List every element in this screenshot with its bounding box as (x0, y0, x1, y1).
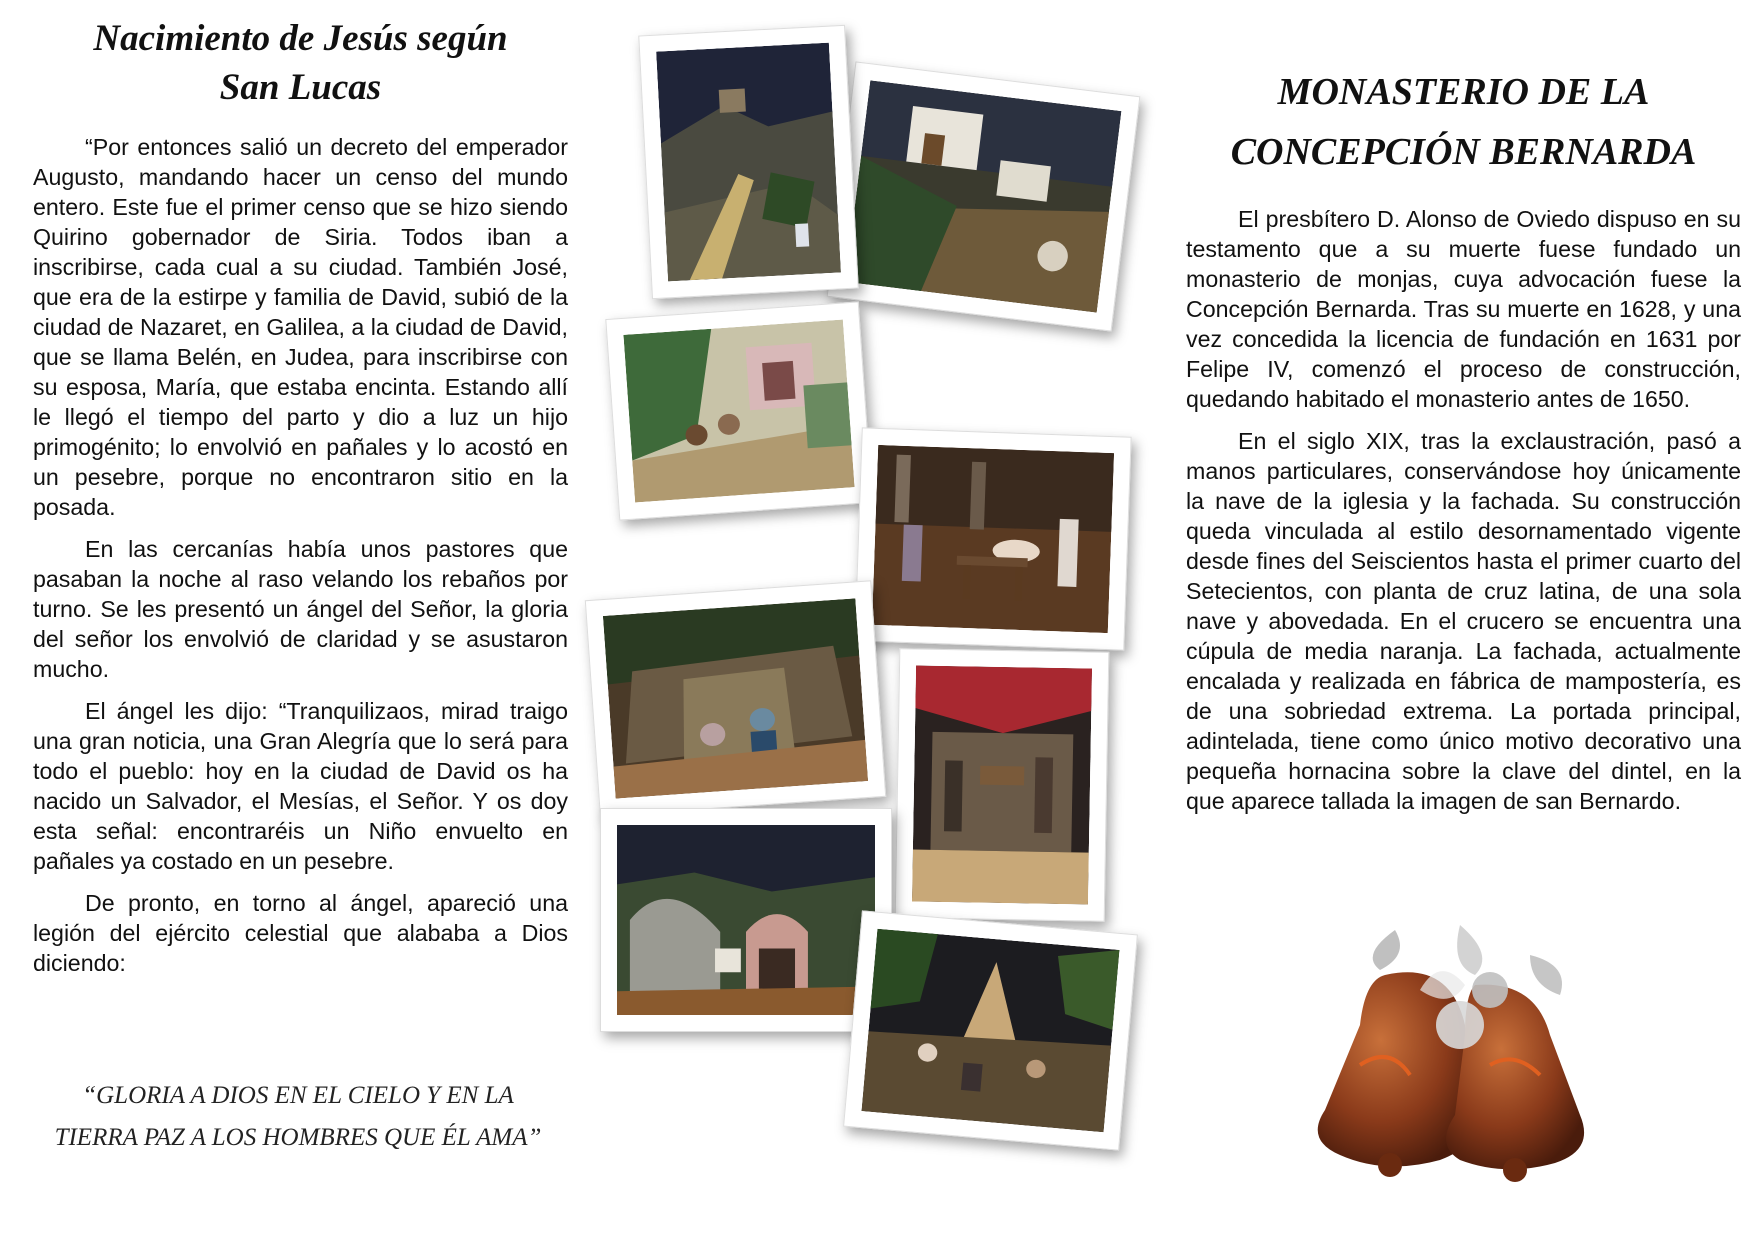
gloria-quote (14, 1075, 582, 1159)
nativity-photo-3 (605, 301, 872, 520)
right-paragraph-1: El presbítero D. Alonso de Oviedo dispuso en su testamento que a su muerte fuese fundado un monasterio de monjas, cuya advocación fuese la Concepción Bernarda. Tras su muerte en 1628, y una vez concedida la licencia de fundación en 1631 por Felipe IV, comenzó el proceso de construcción, quedando habitado el monasterio antes de 1650. (1186, 206, 1741, 412)
left-paragraph-3: El ángel les dijo: “Tranquilizaos, mirad traigo una gran noticia, una Gran Alegría que lo será para todo el pueblo: hoy en la ciudad de David os ha nacido un Salvador, el Mesías, el Señor. Y os doy esta señal: encontraréis un Niño envuelto en pañales ya costado en un pesebre. (33, 698, 568, 874)
right-paragraph-2: En el siglo XIX, tras la exclaustración, pasó a manos particulares, conservándose hoy únicamente la nave de la iglesia y la fachada. Su construcción queda vinculada al estilo desornamentado vigente desde fines del Seiscientos hasta el primer cuarto del Setecientos, con planta de cruz latina, de una sola nave y abovedada. En el crucero se encuentra una cúpula de media naranja. La fachada, actualmente encalada y realizada en fábrica de mampostería, es de una sobriedad extrema. La portada principal, adintelada, tiene como único motivo decorativo una pequeña hornacina sobre la clave del dintel, en la que aparece tallada la imagen de san Bernardo. (1186, 428, 1741, 814)
right-title (1186, 62, 1741, 182)
left-title-line1: Nacimiento de Jesús según (93, 18, 508, 59)
left-paragraph-4: De pronto, en torno al ángel, apareció una legión del ejército celestial que alababa a Dios diciendo: (33, 890, 568, 976)
nativity-photo-1 (638, 25, 859, 299)
nativity-photo-7 (600, 808, 892, 1032)
nativity-photo-2 (827, 61, 1141, 331)
nativity-photo-4 (854, 427, 1131, 650)
left-paragraph-1: “Por entonces salió un decreto del emperador Augusto, mandando hacer un censo del mundo entero. Este fue el primer censo que se hizo siendo Quirino gobernador de Siria. Todos iban a inscribirse, cada cual a su ciudad. También José, que era de la estirpe y familia de David, subió de la ciudad de Nazaret, en Galilea, a la ciudad de David, que se llama Belén, en Judea, para inscribirse con su esposa, María, que estaba encinta. Estando allí le llegó el tiempo del parto y dio a luz un hijo primogénito; lo envolvió en pañales y lo acostó en un pesebre, porque no encontraron sitio en la posada. (33, 134, 568, 520)
quote-line1: “GLORIA A DIOS EN EL CIELO Y EN LA (82, 1082, 514, 1109)
left-paragraph-2: En las cercanías había unos pastores que pasaban la noche al raso velando los rebaños por turno. Se les presentó un ángel del Señor, la gloria del señor los envolvió de claridad y se asustaron mucho. (33, 536, 568, 682)
left-title-line2: San Lucas (219, 67, 382, 108)
left-column (33, 14, 568, 990)
quote-line2: TIERRA PAZ A LOS HOMBRES QUE ÉL AMA” (54, 1124, 542, 1151)
nativity-photo-8 (843, 910, 1138, 1150)
christmas-bells-icon (1300, 915, 1630, 1185)
right-title-line2: CONCEPCIÓN BERNARDA (1230, 131, 1697, 173)
left-title (33, 14, 568, 112)
right-title-line1: MONASTERIO DE LA (1277, 71, 1650, 113)
nativity-photo-6 (895, 648, 1110, 922)
right-column (1186, 62, 1741, 828)
nativity-photo-5 (585, 580, 886, 816)
